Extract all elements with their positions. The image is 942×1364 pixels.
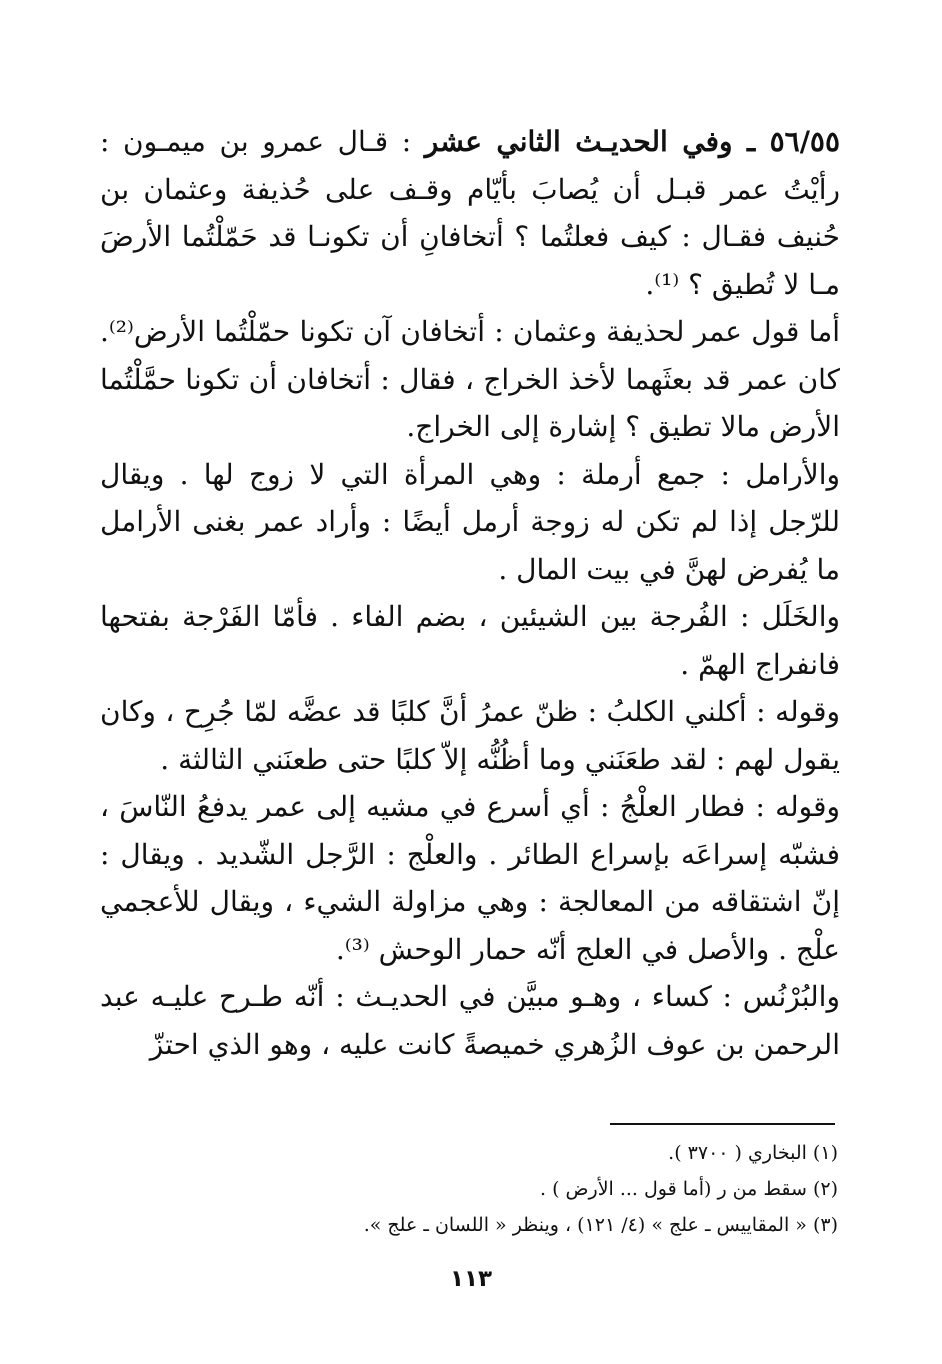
footnote-1: (١) البخاري ( ٣٧٠٠ ).	[668, 1142, 838, 1164]
paragraph-text: وقوله : فطار العلْجُ : أي أسرع في مشيه إلى عمر يدفعُ النّاسَ ، فشبّه إسراعَه بإسراع الطائر . والعلْج : الرَّجل الشّديد . ويقال : إنّ اشتقاقه من المعالجة : وهي مزاولة الشيء ، ويقال للأعجمي علْج . والأصل في العلج أنّه حمار الوحش ⁽³⁾.	[100, 790, 840, 966]
paragraph-text: والخَلَل : الفُرجة بين الشيئين ، بضم الفاء . فأمّا الفَرْجة بفتحها فانفراج الهمّ .	[100, 600, 840, 681]
paragraph-4	[100, 593, 840, 688]
footnote-3: (٣) « المقاييس ـ علج » (٤/ ١٢١) ، وينظر « اللسان ـ علج ».	[363, 1214, 838, 1236]
paragraph-5	[100, 688, 840, 783]
paragraph-text: : قـال عمرو بن ميمـون : رأيْتُ عمر قبـل أن يُصابَ بأيّام وقـف على حُذيفة وعثمان بن حُنيف فقـال : كيف فعلتُما ؟ أتخافانِ أن تكونـا قد حَمّلْتُما الأرضَ مـا لا تُطيق ؟ ⁽¹⁾.	[100, 125, 840, 301]
footnote-divider	[610, 1123, 835, 1125]
paragraph-text: والأرامل : جمع أرملة : وهي المرأة التي لا زوج لها . ويقال للرّجل إذا لم تكن له زوجة أرمل أيضًا : وأراد عمر بغنى الأرامل ما يُفرض لهنَّ في بيت المال .	[100, 457, 840, 586]
paragraph-7	[100, 973, 840, 1068]
footnote-2: (٢) سقط من ر (أما قول ... الأرض ) .	[540, 1178, 838, 1200]
paragraph-3	[100, 451, 840, 594]
main-text	[100, 118, 840, 1068]
paragraph-6	[100, 783, 840, 973]
paragraph-1	[100, 118, 840, 308]
paragraph-2	[100, 308, 840, 451]
paragraph-text: أما قول عمر لحذيفة وعثمان : أتخافان آن تكونا حمّلْتُما الأرض⁽²⁾. كان عمر قد بعثَهما لأخذ الخراج ، فقال : أتخافان أن تكونا حمَّلْتُما الأرض مالا تطيق ؟ إشارة إلى الخراج.	[100, 315, 840, 443]
footnotes	[100, 1135, 838, 1243]
paragraph-text: والبُرْنُس : كساء ، وهـو مبيَّن في الحديـث : أنّه طـرح عليـه عبد الرحمن بن عوف الزُهري خميصةً كانت عليه ، وهو الذي احتزّ	[100, 980, 840, 1061]
hadith-heading: ٥٦/٥٥ ـ وفي الحديـث الثاني عشر	[424, 125, 840, 158]
paragraph-text: وقوله : أكلني الكلبُ : ظنّ عمرُ أنَّ كلبًا قد عضَّه لمّا جُرِح ، وكان يقول لهم : لقد طعَنَني وما أظُنُّه إلاّ كلبًا حتى طعنَني الثالثة .	[100, 695, 840, 776]
page-number: ١١٣	[449, 1266, 493, 1292]
